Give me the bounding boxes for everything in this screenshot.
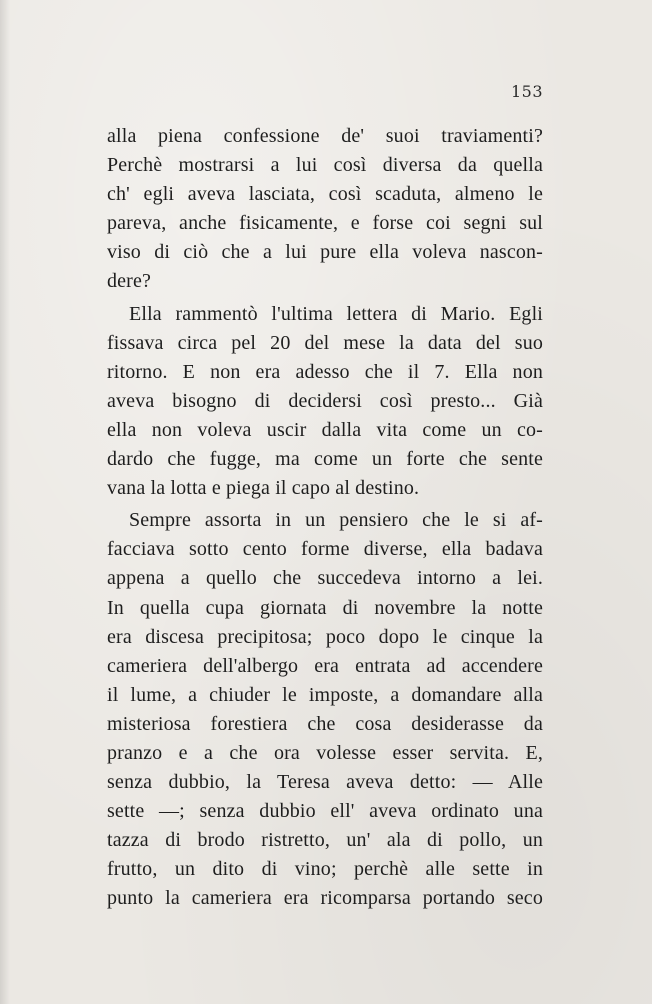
text-line: dardo che fugge, ma come un forte che sente [107,448,543,471]
body-text [107,122,543,914]
text-line: fissava circa pel 20 del mese la data del suo [107,331,543,354]
text-line: ella non voleva uscir dalla vita come un co- [107,418,543,441]
text-line: Perchè mostrarsi a lui così diversa da quella [107,154,543,177]
text-line: pranzo e a che ora volesse esser servita. E, [107,741,543,764]
text-line: frutto, un dito di vino; perchè alle sette in [107,858,543,881]
page-gutter-shadow [0,0,10,1004]
text-line: aveva bisogno di decidersi così presto... Già [107,389,543,412]
text-line: Ella rammentò l'ultima lettera di Mario. Egli [129,302,543,325]
text-line: senza dubbio, la Teresa aveva detto: — Alle [107,771,543,794]
text-line: ch' egli aveva lasciata, così scaduta, almeno le [107,183,543,206]
text-line: pareva, anche fisicamente, e forse coi segni sul [107,212,543,235]
text-line: Sempre assorta in un pensiero che le si af- [129,509,543,532]
text-line: cameriera dell'albergo era entrata ad accendere [107,654,543,677]
text-line: sette —; senza dubbio ell' aveva ordinato una [107,800,543,823]
text-line: dere? [107,270,152,293]
text-line: il lume, a chiuder le imposte, a domandare alla [107,683,543,706]
text-line: era discesa precipitosa; poco dopo le cinque la [107,625,543,648]
text-line: tazza di brodo ristretto, un' ala di pollo, un [107,829,543,852]
page-number: 153 [510,82,543,101]
text-line: misteriosa forestiera che cosa desiderasse da [107,712,543,735]
text-line: appena a quello che succedeva intorno a lei. [107,567,543,590]
text-line: vana la lotta e piega il capo al destino. [107,477,420,500]
text-line: punto la cameriera era ricomparsa portando seco [107,887,543,910]
text-line: facciava sotto cento forme diverse, ella badava [107,538,543,561]
text-line: In quella cupa giornata di novembre la notte [107,596,543,619]
text-line: alla piena confessione de' suoi traviamenti? [107,125,543,147]
text-line: viso di ciò che a lui pure ella voleva nascon- [107,241,543,264]
text-line: ritorno. E non era adesso che il 7. Ella non [107,360,543,383]
